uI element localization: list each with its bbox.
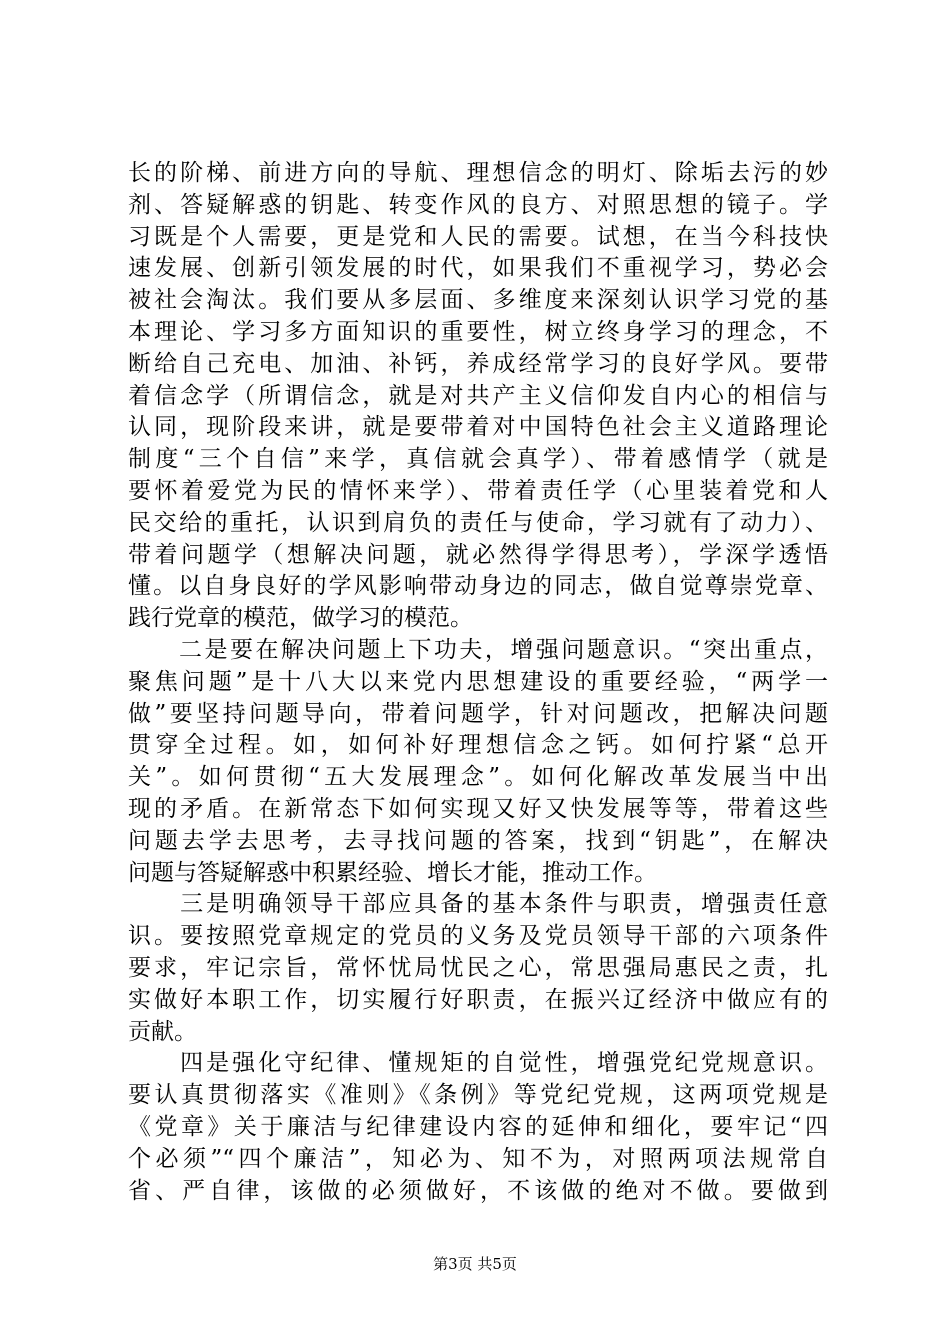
text-line: 贡献。: [128, 1018, 197, 1045]
text-line: 做”要坚持问题导向，带着问题学，针对问题改，把解决问题: [128, 700, 828, 727]
text-line: 剂、答疑解惑的钥匙、转变作风的良方、对照思想的镜子。学: [128, 191, 828, 218]
text-line: 要认真贯彻落实《准则》《条例》等党纪党规，这两项党规是: [128, 1082, 828, 1109]
text-line: 着信念学（所谓信念，就是对共产主义信仰发自内心的相信与: [128, 382, 828, 409]
text-line: 长的阶梯、前进方向的导航、理想信念的明灯、除垢去污的妙: [128, 160, 828, 186]
text-line: 要怀着爱党为民的情怀来学）、带着责任学（心里装着党和人: [128, 477, 828, 504]
text-line: 省、严自律，该做的必须做好，不该做的绝对不做。要做到: [128, 1177, 828, 1204]
text-line: 被社会淘汰。我们要从多层面、多维度来深刻认识学习党的基: [128, 287, 828, 314]
text-line: 速发展、创新引领发展的时代，如果我们不重视学习，势必会: [128, 255, 828, 282]
text-line: 个必须”“四个廉洁”，知必为、知不为，对照两项法规常自: [128, 1145, 828, 1172]
page-footer: 第3页 共5页: [433, 1255, 517, 1273]
body-text: [128, 158, 828, 1207]
text-line: 带着问题学（想解决问题，就必然得学得思考），学深学透悟: [128, 541, 828, 568]
text-line: 懂。以自身良好的学风影响带动身边的同志，做自觉尊崇党章、: [128, 573, 828, 600]
text-line: 习既是个人需要，更是党和人民的需要。试想，在当今科技快: [128, 223, 828, 250]
text-line: 断给自己充电、加油、补钙，养成经常学习的良好学风。要带: [128, 350, 828, 377]
text-line: 聚焦问题”是十八大以来党内思想建设的重要经验，“两学一: [128, 668, 828, 695]
text-line: 制度“三个自信”来学，真信就会真学）、带着感情学（就是: [128, 446, 828, 473]
text-line: 践行党章的模范，做学习的模范。: [128, 605, 473, 632]
text-line: 贯穿全过程。如，如何补好理想信念之钙。如何拧紧“总开: [128, 732, 828, 759]
text-line: 关”。如何贯彻“五大发展理念”。如何化解改革发展当中出: [128, 764, 828, 791]
text-line: 要求，牢记宗旨，常怀忧局忧民之心，常思强局惠民之责，扎: [128, 954, 828, 981]
text-line: 识。要按照党章规定的党员的义务及党员领导干部的六项条件: [128, 923, 828, 950]
text-line: 问题与答疑解惑中积累经验、增长才能，推动工作。: [128, 859, 657, 886]
text-line: 认同，现阶段来讲，就是要带着对中国特色社会主义道路理论: [128, 414, 828, 441]
text-line: 实做好本职工作，切实履行好职责，在振兴辽经济中做应有的: [128, 986, 828, 1013]
text-line: 三是明确领导干部应具备的基本条件与职责，增强责任意: [128, 891, 828, 918]
text-line: 民交给的重托，认识到肩负的责任与使命，学习就有了动力）、: [128, 509, 828, 536]
text-line: 《党章》关于廉洁与纪律建设内容的延伸和细化，要牢记“四: [128, 1113, 828, 1140]
text-line: 二是要在解决问题上下功夫，增强问题意识。“突出重点，: [128, 636, 828, 663]
text-line: 本理论、学习多方面知识的重要性，树立终身学习的理念，不: [128, 318, 828, 345]
text-line: 问题去学去思考，去寻找问题的答案，找到“钥匙”，在解决: [128, 827, 828, 854]
text-line: 四是强化守纪律、懂规矩的自觉性，增强党纪党规意识。: [128, 1050, 828, 1077]
text-line: 现的矛盾。在新常态下如何实现又好又快发展等等，带着这些: [128, 795, 828, 822]
